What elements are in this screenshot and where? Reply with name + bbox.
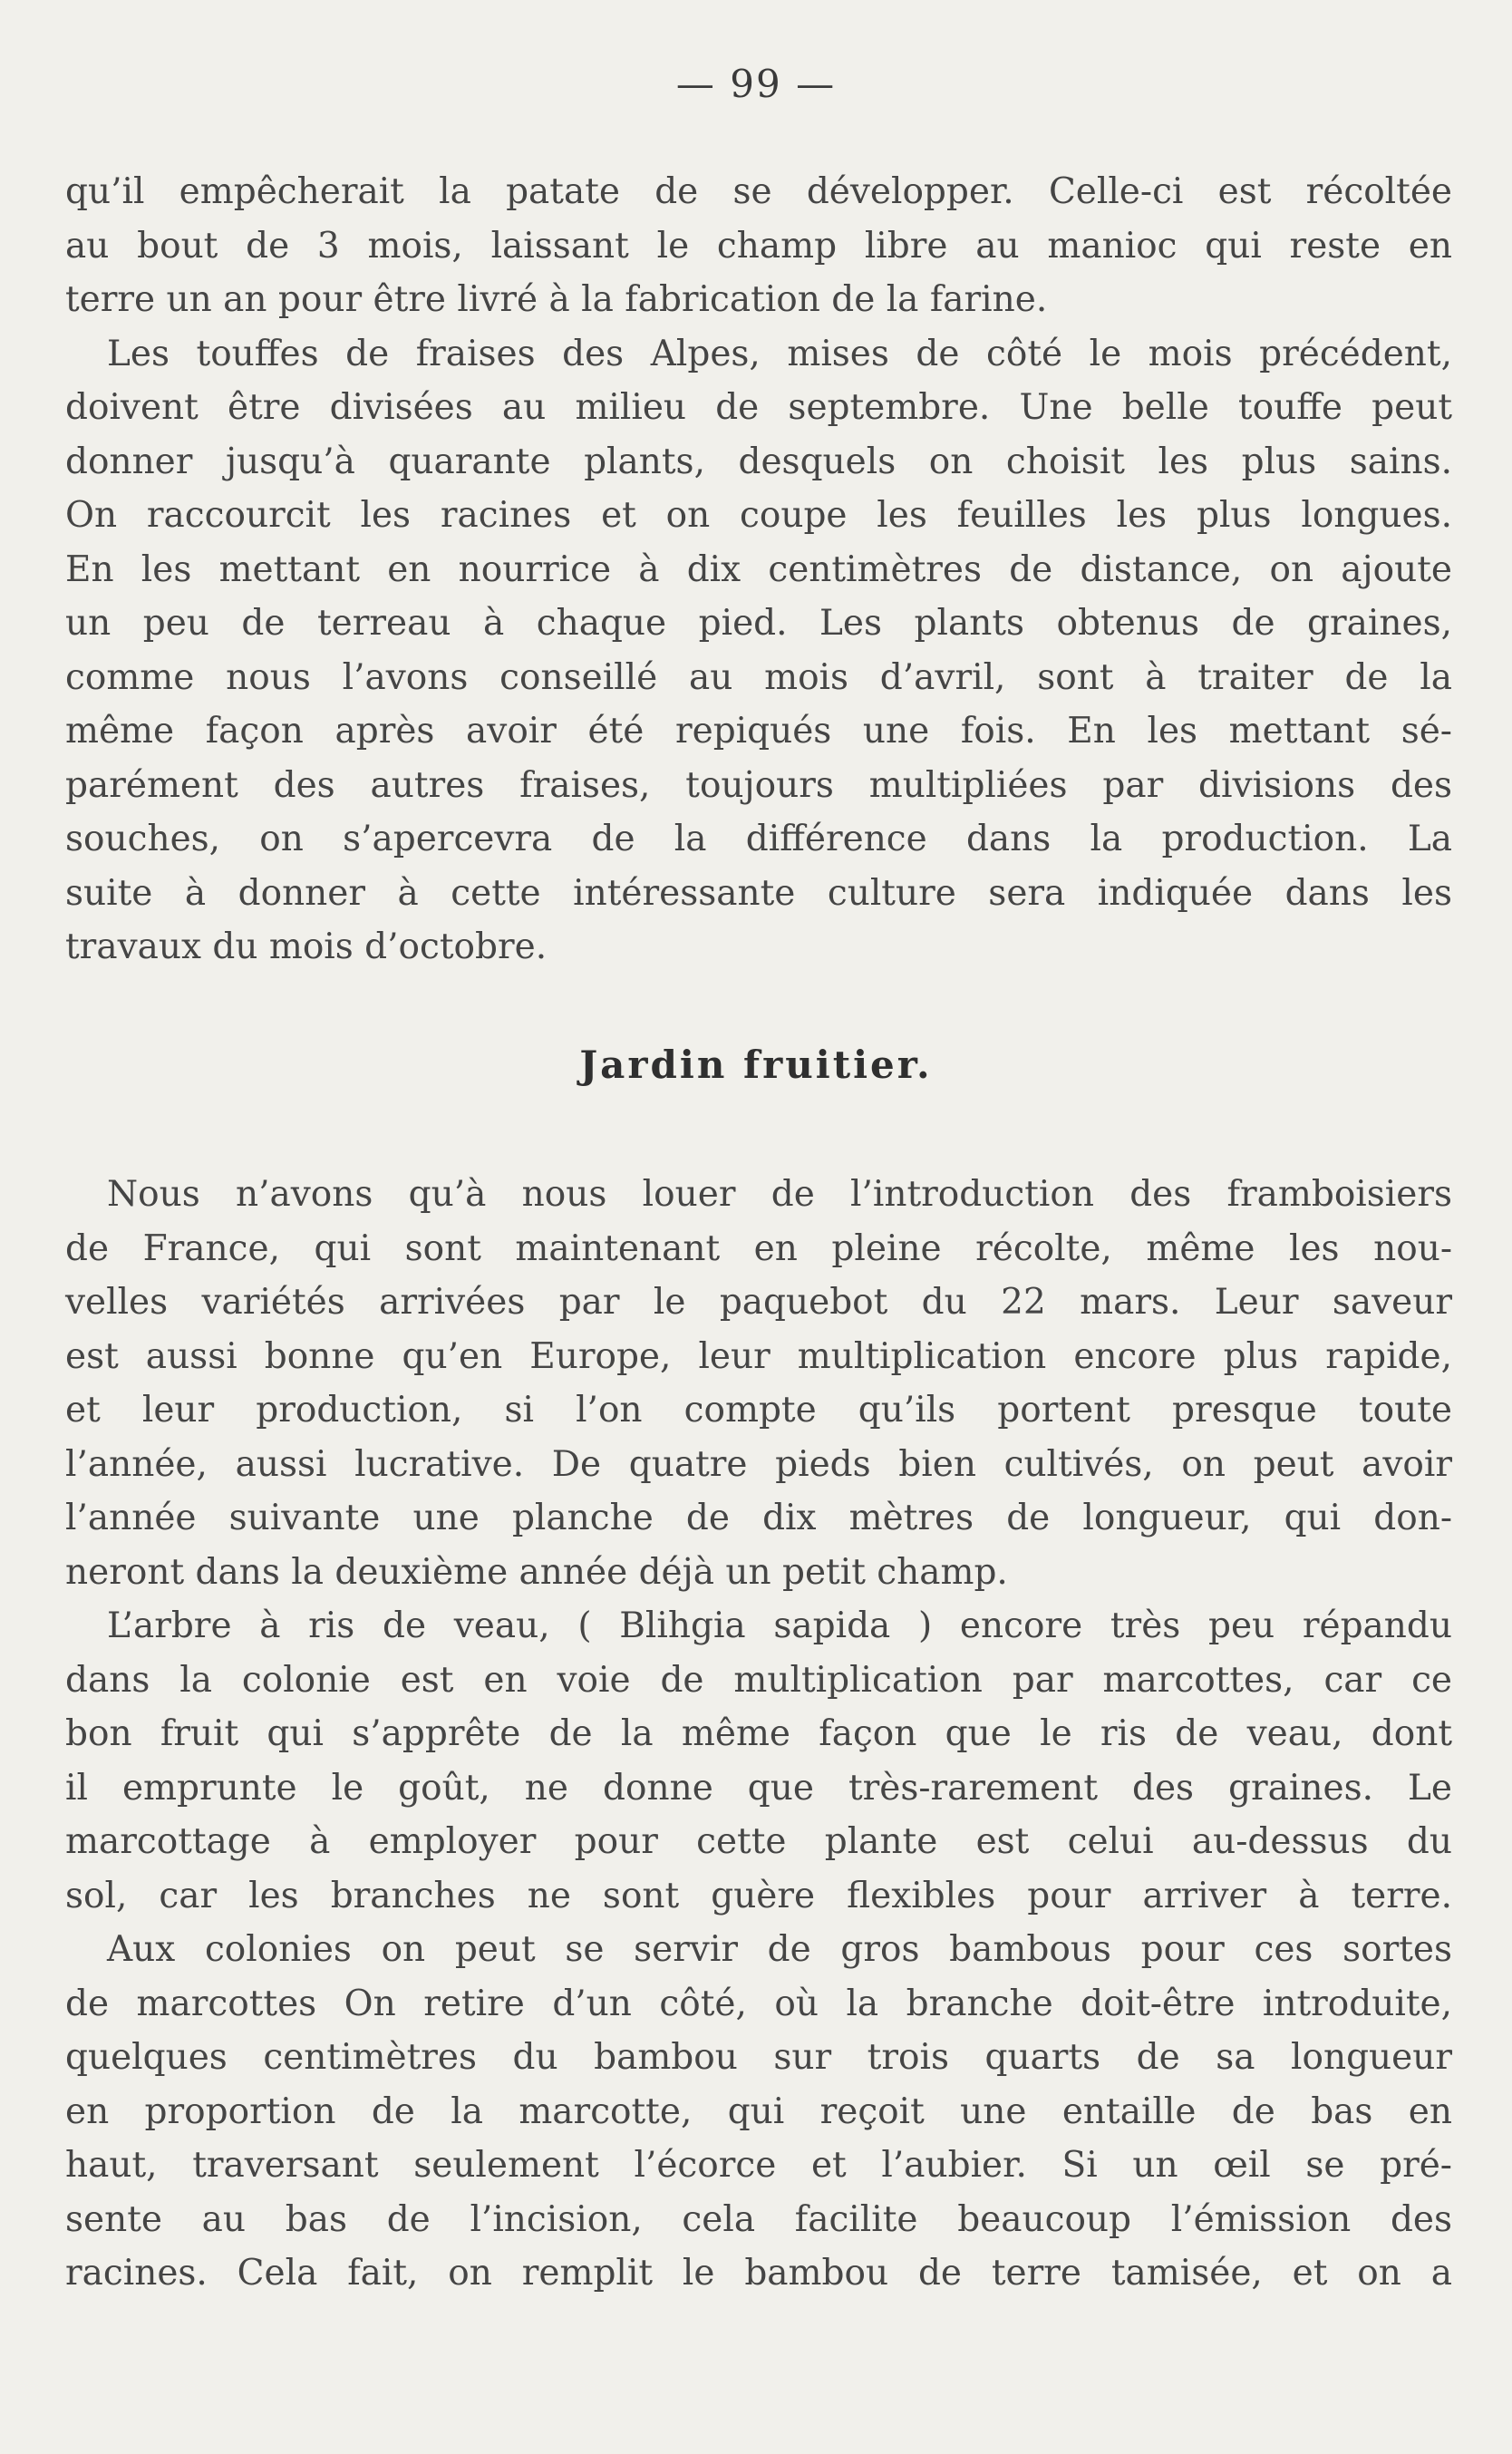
text-line: marcottage à employer pour cette plante est celui au-dessus du <box>65 1821 1452 1862</box>
text-line: qu’il empêcherait la patate de se développer. Celle-ci est récoltée <box>65 171 1452 212</box>
text-line: il emprunte le goût, ne donne que très-rarement des graines. Le <box>65 1767 1452 1809</box>
text-line: Nous n’avons qu’à nous louer de l’introduction des framboisiers <box>107 1174 1452 1215</box>
text-line: est aussi bonne qu’en Europe, leur multiplication encore plus rapide, <box>65 1335 1452 1377</box>
text-line: parément des autres fraises, toujours multipliées par divisions des <box>65 764 1452 806</box>
text-line: Aux colonies on peut se servir de gros bambous pour ces sortes <box>107 1929 1452 1970</box>
text-line: On raccourcit les racines et on coupe les feuilles les plus longues. <box>65 495 1452 536</box>
text-block-before <box>65 165 1452 975</box>
text-line: En les mettant en nourrice à dix centimètres de distance, on ajoute <box>65 548 1452 590</box>
text-line: un peu de terreau à chaque pied. Les plants obtenus de graines, <box>65 603 1452 644</box>
text-line: velles variétés arrivées par le paquebot du 22 mars. Leur saveur <box>65 1282 1452 1323</box>
text-line: Les touffes de fraises des Alpes, mises de côté le mois précédent, <box>107 333 1452 374</box>
text-line: sente au bas de l’incision, cela facilite beaucoup l’émission des <box>65 2198 1452 2240</box>
section-heading: Jardin fruitier. <box>579 1043 933 1087</box>
text-line: l’année, aussi lucrative. De quatre pieds bien cultivés, on peut avoir <box>65 1443 1452 1485</box>
text-line: sol, car les branches ne sont guère flexibles pour arriver à terre. <box>65 1875 1452 1916</box>
text-line: bon fruit qui s’apprête de la même façon que le ris de veau, dont <box>65 1713 1452 1754</box>
text-line: travaux du mois d’octobre. <box>65 926 548 967</box>
text-line: terre un an pour être livré à la fabrication de la farine. <box>65 279 1048 320</box>
text-line: quelques centimètres du bambou sur trois quarts de sa longueur <box>65 2037 1452 2078</box>
text-line: dans la colonie est en voie de multiplication par marcottes, car ce <box>65 1659 1452 1701</box>
text-line: donner jusqu’à quarante plants, desquels on choisit les plus sains. <box>65 441 1452 482</box>
text-line: au bout de 3 mois, laissant le champ libre au manioc qui reste en <box>65 225 1452 267</box>
text-line: haut, traversant seulement l’écorce et l’aubier. Si un œil se pré- <box>65 2145 1452 2186</box>
text-line: racines. Cela fait, on remplit le bambou de terre tamisée, et on a <box>65 2253 1452 2294</box>
text-line: souches, on s’apercevra de la différence dans la production. La <box>65 819 1452 859</box>
text-block-after <box>65 1168 1452 2301</box>
text-line: suite à donner à cette intéressante culture sera indiquée dans les <box>65 872 1452 914</box>
text-line: L’arbre à ris de veau, ( Blihgia sapida ) encore très peu répandu <box>107 1605 1452 1646</box>
text-line: et leur production, si l’on compte qu’ils portent presque toute <box>65 1390 1452 1431</box>
page-number: — 99 — <box>675 62 837 106</box>
text-line: doivent être divisées au milieu de septembre. Une belle touffe peut <box>65 387 1452 428</box>
text-line: comme nous l’avons conseillé au mois d’avril, sont à traiter de la <box>65 656 1452 698</box>
text-line: de marcottes On retire d’un côté, où la branche doit-être introduite, <box>65 1983 1452 2024</box>
text-line: même façon après avoir été repiqués une fois. En les mettant sé- <box>65 711 1452 752</box>
text-line: de France, qui sont maintenant en pleine récolte, même les nou- <box>65 1227 1452 1269</box>
text-line: l’année suivante une planche de dix mètres de longueur, qui don- <box>65 1498 1452 1538</box>
text-line: neront dans la deuxième année déjà un petit champ. <box>65 1551 1008 1593</box>
text-line: en proportion de la marcotte, qui reçoit une entaille de bas en <box>65 2090 1452 2132</box>
